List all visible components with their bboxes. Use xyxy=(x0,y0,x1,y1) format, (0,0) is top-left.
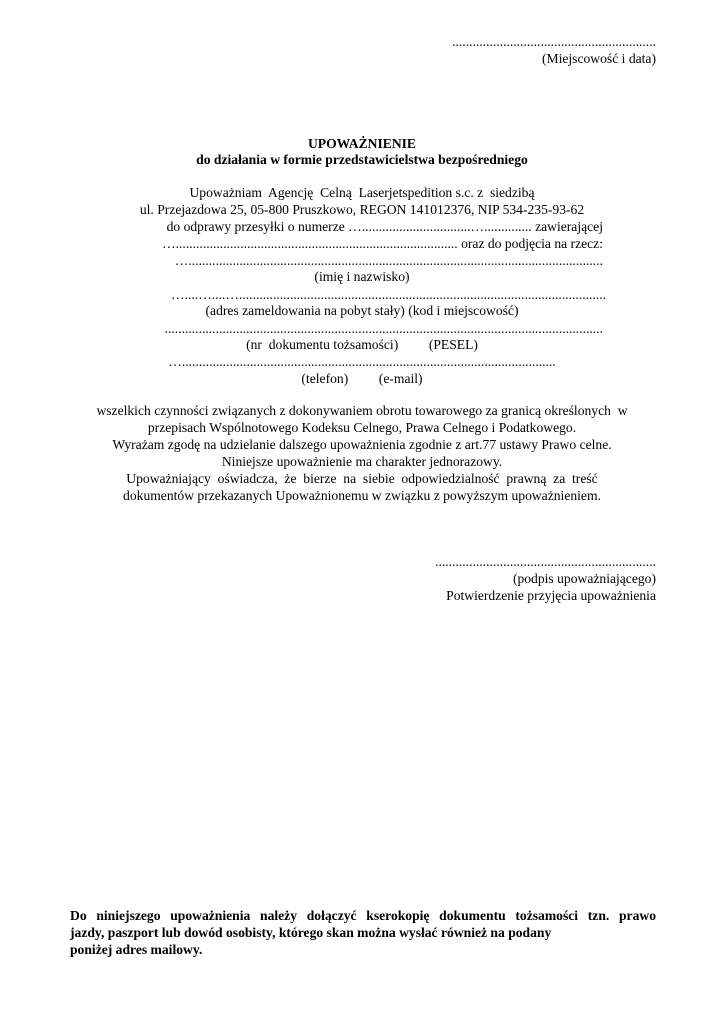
address-label: (adres zameldowania na pobyt stały) (kod i miejscowość) xyxy=(205,303,519,318)
document-fill-line: ................................................................................................................................. xyxy=(164,321,603,336)
authorization-line-agency: Upoważniam Agencję Celną Laserjetspedition s.c. z siedzibą xyxy=(189,185,535,200)
name-label: (imię i nazwisko) xyxy=(314,269,410,284)
statement-line-1: wszelkich czynności związanych z dokonywaniem obrotu towarowego za granicą określonych w xyxy=(96,403,628,418)
contact-label: (telefon) (e-mail) xyxy=(301,371,423,386)
statement-line-6: dokumentów przekazanych Upoważnionemu w związku z powyższym upoważnieniem. xyxy=(123,488,601,503)
contents-line: …................................................................................... oraz do podjęcia na rzecz: xyxy=(162,236,603,251)
acceptance-confirmation: Potwierdzenie przyjęcia upoważnienia xyxy=(446,588,656,603)
authorization-line-address: ul. Przejazdowa 25, 05-800 Pruszkowo, REGON 141012376, NIP 534-235-93-62 xyxy=(139,202,585,217)
signature-label: (podpis upoważniającego) xyxy=(512,571,656,586)
footer-note-line-3: poniżej adres mailowy. xyxy=(70,942,203,957)
statement-line-3: Wyrażam zgodę na udzielanie dalszego upoważnienia zgodnie z art.77 ustawy Prawo celne. xyxy=(112,437,612,452)
statement-line-4: Niniejsze upoważnienie ma charakter jednorazowy. xyxy=(221,454,503,469)
footer-note-text-1: Do niniejszego upoważnienia należy dołączyć kserokopię dokumentu tożsamości tzn. prawo xyxy=(70,908,656,923)
place-date-dots: ............................................................ xyxy=(452,34,656,49)
footer-note-line-2: jazdy, paszport lub dowód osobisty, którego skan można wysłać również na podany xyxy=(70,925,552,940)
signature-dots: ................................................................. xyxy=(435,554,656,569)
address-fill-line: …....…....…............................................................................................................ xyxy=(171,287,606,302)
statement-line-2: przepisach Wspólnotowego Kodeksu Celnego, Prawa Celnego i Podatkowego. xyxy=(147,420,577,435)
name-fill-line: ….......................................................................................................................... xyxy=(174,253,603,268)
statement-line-5: Upoważniający oświadcza, że bierze na siebie odpowiedzialność prawną za treść xyxy=(126,471,598,486)
place-date-label: (Miejscowość i data) xyxy=(541,51,656,66)
document-subtitle: do działania w formie przedstawicielstwa bezpośredniego xyxy=(196,152,528,167)
document-pesel-label: (nr dokumentu tożsamości) (PESEL) xyxy=(246,337,478,352)
contact-fill-line: ….............................................................................................................. xyxy=(168,354,556,369)
footer-note-line-1 xyxy=(70,907,656,924)
document-title: UPOWAŻNIENIE xyxy=(307,136,416,151)
shipment-number-line: do odprawy przesyłki o numerze …................................….............. zawierającej xyxy=(166,219,603,234)
